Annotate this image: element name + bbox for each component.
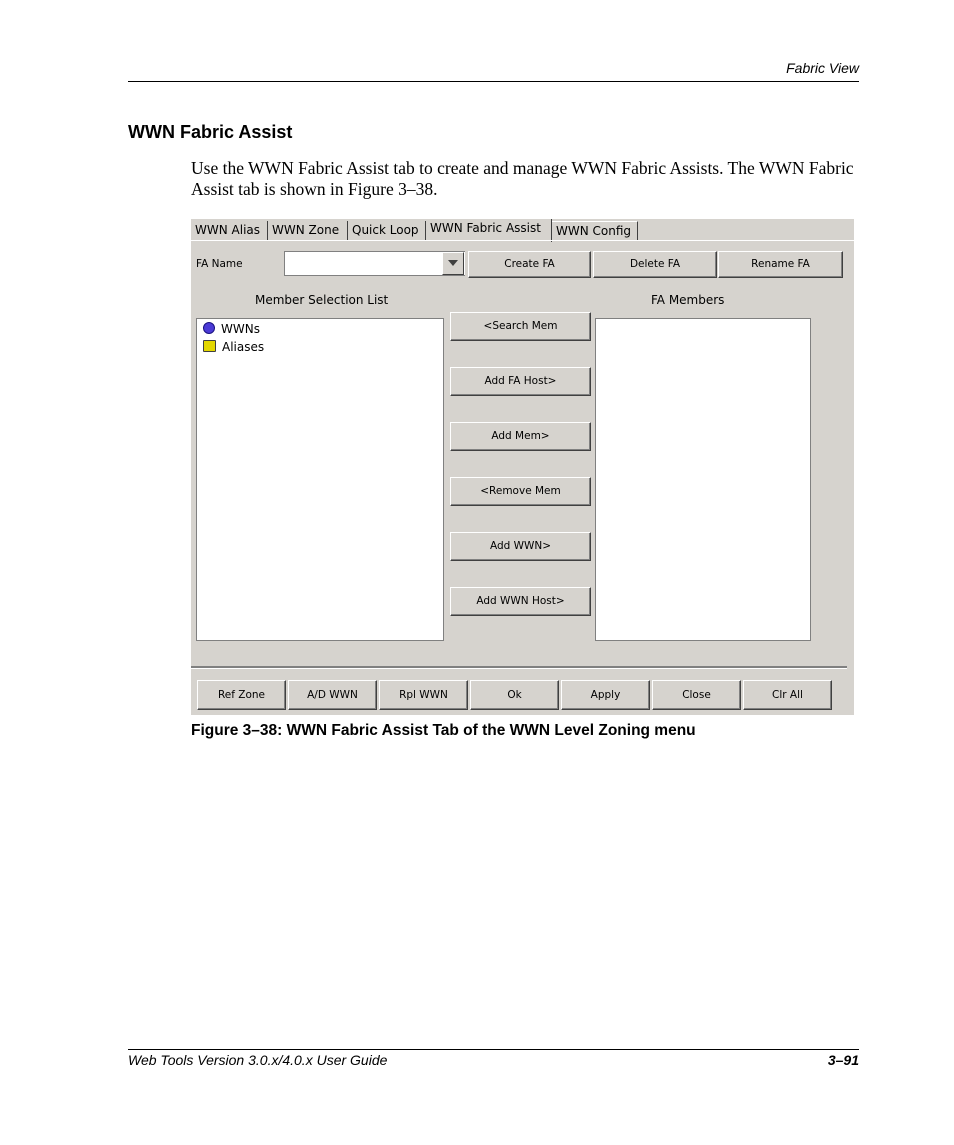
- ref-zone-button[interactable]: [197, 680, 286, 710]
- add-wwn-label: Add WWN>: [489, 540, 552, 552]
- ok-button[interactable]: [470, 680, 559, 710]
- rpl-wwn-label: Rpl WWN: [399, 689, 448, 701]
- ad-wwn-label: A/D WWN: [307, 689, 358, 701]
- rename-fa-button[interactable]: [718, 251, 843, 278]
- create-fa-button[interactable]: [468, 251, 591, 278]
- ok-label: Ok: [507, 689, 522, 701]
- chevron-down-icon[interactable]: [442, 252, 464, 275]
- member-selection-list[interactable]: [196, 318, 444, 641]
- create-fa-label: Create FA: [504, 258, 555, 270]
- tab-quick-loop[interactable]: Quick Loop: [348, 221, 426, 240]
- add-wwn-host-label: Add WWN Host>: [476, 595, 565, 607]
- section-title: WWN Fabric Assist: [128, 122, 293, 142]
- add-wwn-host-button[interactable]: [450, 587, 591, 616]
- add-fa-host-button[interactable]: [450, 367, 591, 396]
- ref-zone-label: Ref Zone: [217, 689, 266, 701]
- tree-item-label: WWNs: [221, 322, 260, 336]
- fa-members-heading: FA Members: [651, 293, 725, 307]
- remove-mem-label: <Remove Mem: [480, 485, 561, 497]
- footer-page-number: 3–91: [827, 1052, 859, 1068]
- search-mem-button[interactable]: [450, 312, 591, 341]
- header-rule: [128, 81, 859, 82]
- member-selection-heading: Member Selection List: [255, 293, 389, 307]
- add-mem-label: Add Mem>: [491, 430, 550, 442]
- tab-wwn-config[interactable]: WWN Config: [552, 221, 638, 240]
- globe-icon: [203, 322, 215, 334]
- search-mem-label: <Search Mem: [483, 320, 558, 332]
- add-wwn-button[interactable]: [450, 532, 591, 561]
- fa-name-label: FA Name: [196, 258, 243, 270]
- apply-label: Apply: [590, 689, 621, 701]
- rpl-wwn-button[interactable]: [379, 680, 468, 710]
- remove-mem-button[interactable]: [450, 477, 591, 506]
- tab-wwn-zone[interactable]: WWN Zone: [268, 221, 348, 240]
- footer-guide-title: Web Tools Version 3.0.x/4.0.x User Guide: [128, 1052, 388, 1068]
- add-fa-host-label: Add FA Host>: [484, 375, 557, 387]
- folder-icon: [203, 340, 216, 352]
- figure-caption: Figure 3–38: WWN Fabric Assist Tab of the WWN Level Zoning menu: [191, 722, 696, 739]
- clr-all-label: Clr All: [772, 689, 803, 701]
- running-head: Fabric View: [786, 60, 859, 76]
- clr-all-button[interactable]: [743, 680, 832, 710]
- close-button[interactable]: [652, 680, 741, 710]
- apply-button[interactable]: [561, 680, 650, 710]
- footer-rule: [128, 1049, 859, 1050]
- add-mem-button[interactable]: [450, 422, 591, 451]
- close-label: Close: [682, 689, 711, 701]
- intro-paragraph: Use the WWN Fabric Assist tab to create and manage WWN Fabric Assists. The WWN Fabric Assist tab is shown in Figure 3–38.: [191, 158, 854, 199]
- wwn-fabric-assist-screenshot: [191, 219, 854, 715]
- delete-fa-button[interactable]: [593, 251, 717, 278]
- tab-wwn-fabric-assist[interactable]: WWN Fabric Assist: [426, 219, 552, 242]
- tree-item-label: Aliases: [222, 340, 265, 354]
- ad-wwn-button[interactable]: [288, 680, 377, 710]
- tab-strip-line: [191, 240, 854, 241]
- bottom-separator: [191, 666, 847, 669]
- fa-members-list[interactable]: [595, 318, 811, 641]
- tree-item-aliases[interactable]: [203, 339, 264, 355]
- fa-name-combobox[interactable]: [284, 251, 465, 276]
- tab-wwn-alias[interactable]: WWN Alias: [191, 221, 268, 240]
- delete-fa-label: Delete FA: [629, 258, 681, 270]
- tree-item-wwns[interactable]: [203, 321, 260, 337]
- rename-fa-label: Rename FA: [751, 258, 810, 270]
